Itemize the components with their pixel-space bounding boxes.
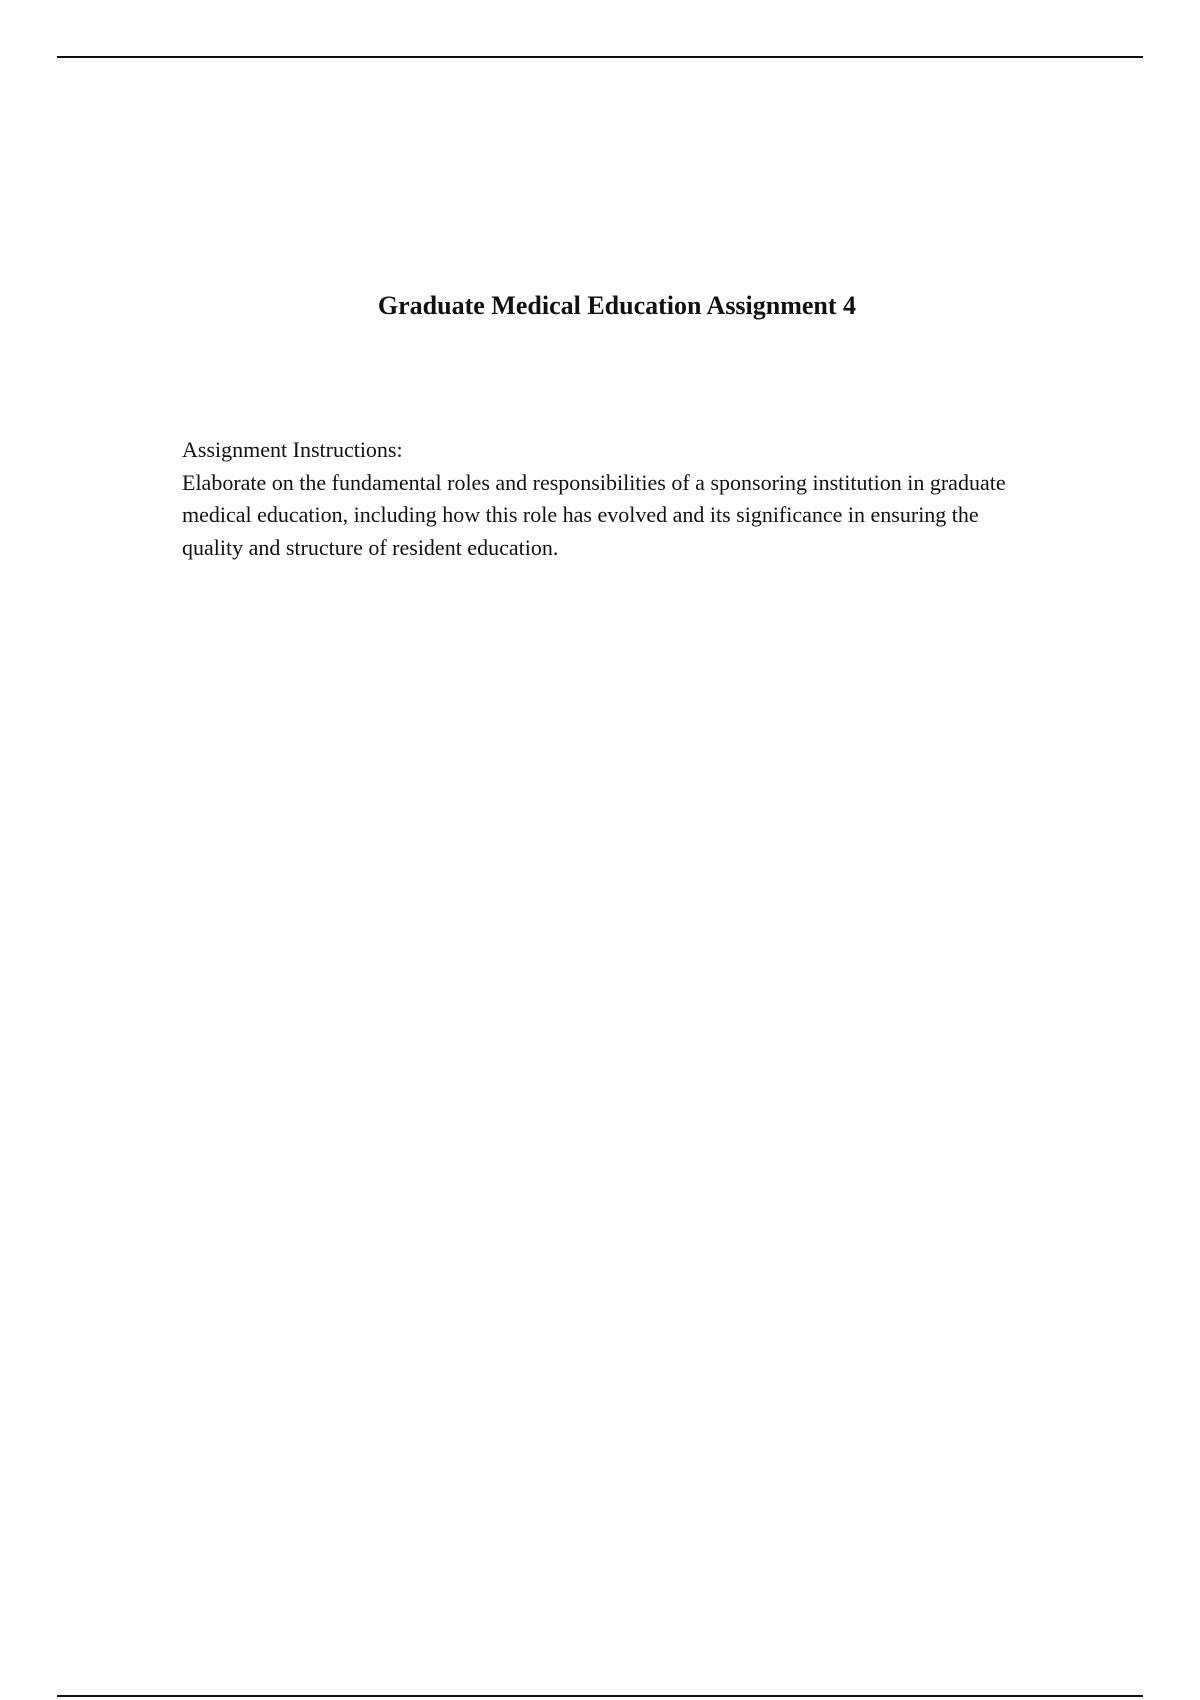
document-title: Graduate Medical Education Assignment 4 [377,291,857,320]
instructions-section [182,434,1042,564]
instructions-heading: Assignment Instructions: [182,437,403,462]
header-rule [57,56,1143,58]
footer-rule [57,1695,1143,1697]
instructions-body: Elaborate on the fundamental roles and responsibilities of a sponsoring institution in graduate medical education, including how this role has evolved and its significance in ensuring the quality and structure of resident education. [182,469,1006,560]
